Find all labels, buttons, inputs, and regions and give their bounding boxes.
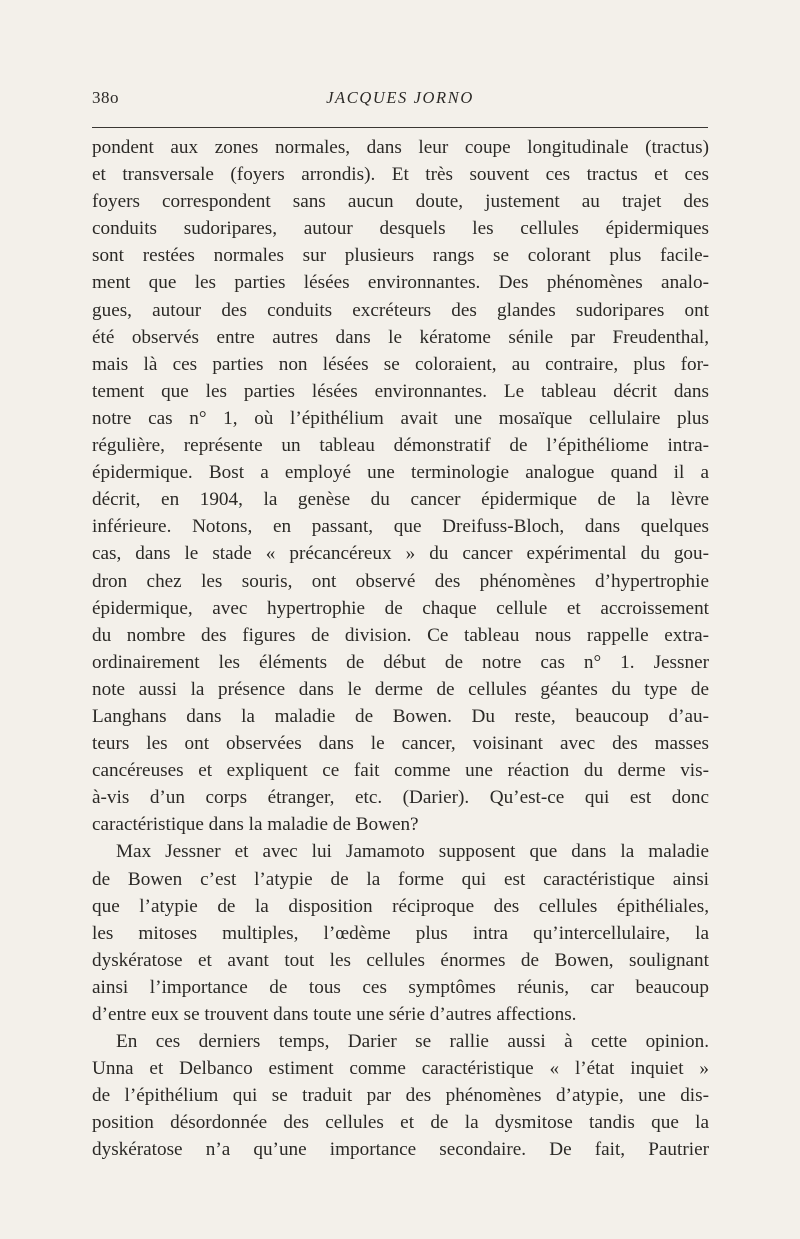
text-line: conduits sudoripares, autour desquels les cellules épidermiques bbox=[92, 218, 709, 240]
text-line: cas, dans le stade « précancéreux » du cancer expérimental du gou- bbox=[92, 543, 709, 565]
text-line: teurs les ont observées dans le cancer, voisinant avec des masses bbox=[92, 733, 709, 755]
text-line: de l’épithélium qui se traduit par des phénomènes d’atypie, une dis- bbox=[92, 1085, 709, 1107]
text-line: sont restées normales sur plusieurs rangs se colorant plus facile- bbox=[92, 245, 709, 267]
text-line: les mitoses multiples, l’œdème plus intra qu’intercellulaire, la bbox=[92, 922, 709, 944]
text-line: cancéreuses et expliquent ce fait comme une réaction du derme vis- bbox=[92, 760, 709, 782]
text-line: régulière, représente un tableau démonstratif de l’épithéliome intra- bbox=[92, 435, 709, 457]
text-line: décrit, en 1904, la genèse du cancer épidermique de la lèvre bbox=[92, 489, 709, 511]
text-line: caractéristique dans la maladie de Bowen? bbox=[92, 814, 419, 836]
header-rule bbox=[92, 127, 708, 128]
running-title: JACQUES JORNO bbox=[326, 88, 474, 107]
text-line: Max Jessner et avec lui Jamamoto supposent que dans la maladie bbox=[116, 841, 709, 863]
text-line: tement que les parties lésées environnantes. Le tableau décrit dans bbox=[92, 380, 709, 402]
text-line: mais là ces parties non lésées se coloraient, au contraire, plus for- bbox=[92, 353, 709, 375]
text-line: épidermique. Bost a employé une terminologie analogue quand il a bbox=[92, 462, 709, 484]
text-line: de Bowen c’est l’atypie de la forme qui est caractéristique ainsi bbox=[92, 868, 709, 890]
text-line: épidermique, avec hypertrophie de chaque cellule et accroissement bbox=[92, 597, 709, 619]
text-line: ainsi l’importance de tous ces symptômes réunis, car beaucoup bbox=[92, 976, 709, 998]
text-line: note aussi la présence dans le derme de cellules géantes du type de bbox=[92, 678, 709, 700]
text-line: En ces derniers temps, Darier se rallie aussi à cette opinion. bbox=[116, 1031, 709, 1053]
text-line: notre cas n° 1, où l’épithélium avait une mosaïque cellulaire plus bbox=[92, 407, 709, 429]
text-line: ment que les parties lésées environnantes. Des phénomènes analo- bbox=[92, 272, 709, 294]
text-line: Langhans dans la maladie de Bowen. Du reste, beaucoup d’au- bbox=[92, 705, 709, 727]
running-head bbox=[92, 88, 708, 114]
paragraph-1 bbox=[92, 134, 709, 838]
text-line: ordinairement les éléments de début de notre cas n° 1. Jessner bbox=[92, 651, 709, 673]
text-line: que l’atypie de la disposition réciproque des cellules épithéliales, bbox=[92, 895, 709, 917]
text-line: dyskératose n’a qu’une importance secondaire. De fait, Pautrier bbox=[92, 1139, 709, 1161]
paragraph-3 bbox=[92, 1028, 709, 1163]
text-line: dyskératose et avant tout les cellules énormes de Bowen, soulignant bbox=[92, 949, 709, 971]
body-text bbox=[92, 134, 709, 1164]
text-line: gues, autour des conduits excréteurs des glandes sudoripares ont bbox=[92, 299, 709, 321]
text-line: foyers correspondent sans aucun doute, justement au trajet des bbox=[92, 191, 709, 213]
text-line: Unna et Delbanco estiment comme caractéristique « l’état inquiet » bbox=[92, 1058, 709, 1080]
text-line: été observés entre autres dans le kératome sénile par Freudenthal, bbox=[92, 326, 709, 348]
paragraph-2 bbox=[92, 838, 709, 1028]
page-number: 38o bbox=[92, 88, 119, 107]
text-line: pondent aux zones normales, dans leur coupe longitudinale (tractus) bbox=[92, 137, 709, 158]
text-line: dron chez les souris, ont observé des phénomènes d’hypertrophie bbox=[92, 570, 709, 592]
text-line: et transversale (foyers arrondis). Et très souvent ces tractus et ces bbox=[92, 164, 709, 186]
text-line: inférieure. Notons, en passant, que Dreifuss-Bloch, dans quelques bbox=[92, 516, 709, 538]
text-line: position désordonnée des cellules et de la dysmitose tandis que la bbox=[92, 1112, 709, 1134]
text-line: à-vis d’un corps étranger, etc. (Darier). Qu’est-ce qui est donc bbox=[92, 787, 709, 809]
text-line: du nombre des figures de division. Ce tableau nous rappelle extra- bbox=[92, 624, 709, 646]
text-line: d’entre eux se trouvent dans toute une série d’autres affections. bbox=[92, 1004, 577, 1025]
